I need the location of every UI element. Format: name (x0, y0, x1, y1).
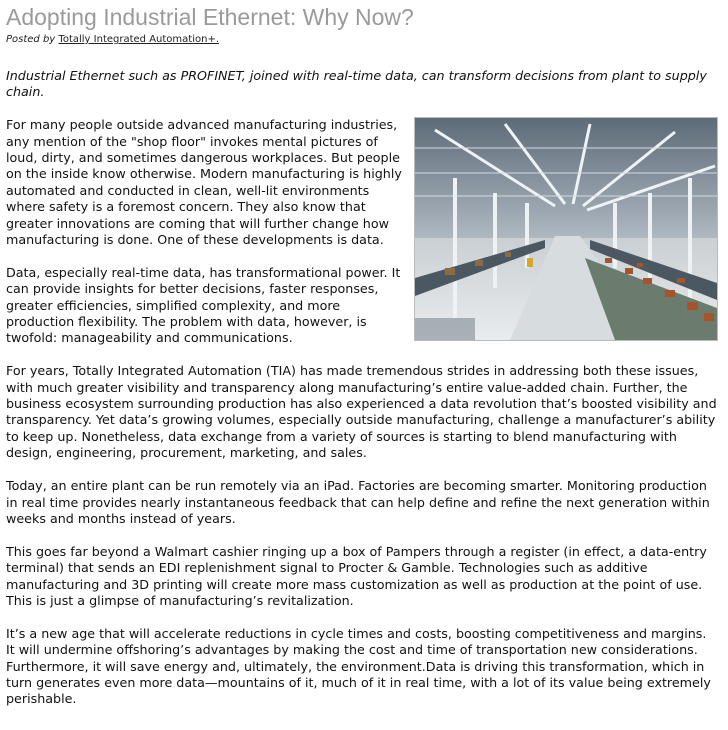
article-paragraph: For years, Totally Integrated Automation (TIA) has made tremendous strides in addressing both these issues, with much greater visibility and transparency along manufacturing’s entire value-added chain. Further, the business ecosystem surrounding production has also experienced a data revolution that’s boosted visibility and transparency. Yet data’s growing volumes, especially outside manufacturing, challenge a manufacturer’s ability to keep up. Nonetheless, data exchange from a variety of sources is starting to blend manufacturing with design, engineering, procurement, marketing, and sales. (6, 363, 717, 461)
post-title: Adopting Industrial Ethernet: Why Now? (6, 4, 414, 30)
article-paragraph: It’s a new age that will accelerate reductions in cycle times and costs, boosting competitiveness and margins. It will undermine offshoring’s advantages by making the cost and time of transportation new considerations. Furthermore, it will save energy and, ultimately, the environment.Data is driving this transformation, which in turn generates even more data—mountains of it, much of it in real time, with a lot of its value being extremely perishable. (6, 625, 711, 707)
article-paragraph: Data, especially real-time data, has transformational power. It can provide insights for better decisions, faster responses, greater efficiencies, simplified complexity, and more production flexibility. The problem with data, however, is twofold: manageability and communications. (6, 264, 401, 346)
posted-by-label: Posted by (6, 34, 56, 45)
article-paragraph: Today, an entire plant can be run remotely via an iPad. Factories are becoming smarter. Monitoring production in real time provides nearly instantaneous feedback that can help define and refine the next generation within weeks and months instead of years. (6, 478, 710, 526)
article-paragraph: This goes far beyond a Walmart cashier ringing up a box of Pampers through a register (in effect, a data-entry terminal) that sends an EDI replenishment signal to Procter & Gamble. Technologies such as additive manufacturing and 3D printing will create more mass customization as well as production at the point of use. This is just a glimpse of manufacturing’s revitalization. (6, 543, 707, 608)
article-body (6, 68, 718, 724)
author-link[interactable]: Totally Integrated Automation+. (58, 34, 219, 45)
article-lede: Industrial Ethernet such as PROFINET, joined with real-time data, can transform decisions from plant to supply chain. (6, 68, 707, 100)
factory-floor-photo (414, 117, 718, 341)
byline (6, 34, 219, 45)
article-paragraph: For many people outside advanced manufacturing industries, any mention of the "shop floor" invokes mental pictures of loud, dirty, and sometimes dangerous workplaces. But people on the inside know otherwise. Modern manufacturing is highly automated and conducted in clean, well-lit environments where safety is a foremost concern. They also know that greater innovations are coming that will further change how manufacturing is done. One of these developments is data. (6, 117, 402, 248)
